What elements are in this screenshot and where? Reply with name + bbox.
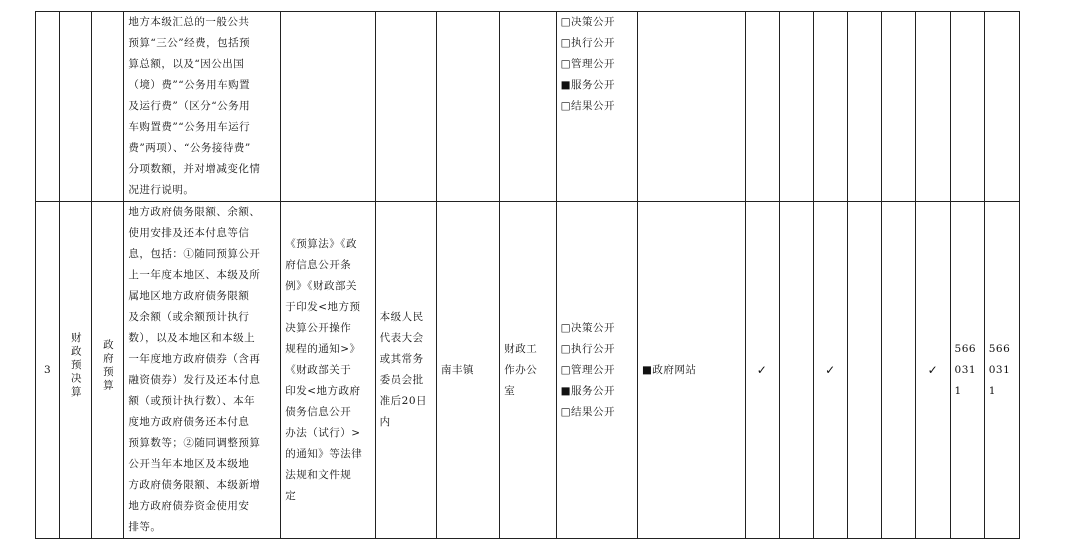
text-line: ■服务公开 [560,384,615,397]
content-cell-lines [128,12,276,201]
text-line: 地方政府债券资金使用安 [128,500,250,512]
text-line: □结果公开 [560,405,615,418]
level1-label: 财政预决算 [69,332,82,400]
text-line: 度地方政府债务还本付息 [128,416,250,428]
subject-cell: 南丰镇 [436,202,499,539]
check-cell: ✓ [745,202,779,539]
text-line: 债务信息公开 [285,405,352,418]
subject-cell [436,12,499,202]
text-line: 的通知》等法律 [285,447,363,460]
text-line: 息，包括：①随同预算公开 [128,248,261,260]
text-line: □决策公开 [560,321,615,334]
text-line: 预算数等；②随同调整预算 [128,437,261,449]
content-cell [124,12,281,202]
timeframe-cell-lines [380,307,432,433]
check-cell [848,202,882,539]
timeframe-cell [375,202,436,539]
text-line: 车购置费”“公务用车运行 [128,121,251,133]
text-line: （境）费”“公务用车购置 [128,79,251,91]
responsible-cell [500,12,556,202]
level1-cell [60,202,92,539]
text-line: 准后20日 [379,395,428,407]
text-line: 及余额（或余额预计执行 [128,311,250,323]
disclosure-table [35,11,1020,539]
text-line: 排等。 [128,521,162,533]
check-cell: ✓ [916,202,950,539]
check-cell [779,202,813,539]
seq-cell [36,12,60,202]
check-cell [848,12,882,202]
level2-label: 政府预算 [101,339,114,393]
text-line: □执行公开 [560,342,615,355]
table-row [36,202,1020,539]
check-cell [745,12,779,202]
text-line: 地方政府债务限额、余额、 [128,206,261,218]
content-cell [124,202,281,539]
level2-cell [92,202,124,539]
text-line: 地方本级汇总的一般公共 [128,16,250,28]
text-line: 规程的通知>》 [285,342,361,355]
disclosure-cell [556,202,637,539]
text-line: 办法（试行）> [285,426,361,439]
check-cell: ✓ [813,202,847,539]
phone1-cell [950,12,984,202]
channel-cell: ■政府网站 [637,202,745,539]
text-line: 印发<地方政府 [285,384,361,397]
text-line: 法规和文件规 [285,468,352,481]
text-line: 方政府债务限额、本级新增 [128,479,261,491]
text-line: 费”两项）、“公务接待费” [128,142,251,154]
text-line: 府信息公开条 [285,258,352,271]
level2-cell [92,12,124,202]
level1-cell [60,12,92,202]
text-line: 财政工 [504,342,538,355]
seq-cell: 3 [36,202,60,539]
timeframe-cell [375,12,436,202]
text-line: 况进行说明。 [128,184,195,196]
disclosure-cell [556,12,637,202]
text-line: 或其常务 [379,353,424,365]
text-line: 本级人民 [379,311,424,323]
text-line: 额（或预计执行数）、本年 [128,395,256,407]
check-cell [916,12,950,202]
text-line: 内 [379,416,391,428]
text-line: □管理公开 [560,58,615,70]
disclosure-cell-lines [561,12,633,117]
text-line: 及运行费”（区分“公务用 [128,100,251,112]
text-line: 委员会批 [379,374,424,386]
check-cell [882,12,916,202]
text-line: 分项数额，并对增减变化情 [128,163,261,175]
text-line: 属地区地方政府债务限额 [128,290,250,302]
channel-cell [637,12,745,202]
text-line: □管理公开 [560,363,615,376]
basis-cell [281,12,375,202]
text-line: 例》《财政部关 [285,279,357,292]
text-line: 数），以及本地区和本级上 [128,332,256,344]
text-line: □执行公开 [560,37,615,49]
text-line: 使用安排及还本付息等信 [128,227,250,239]
basis-cell [281,202,375,539]
text-line: 上一年度本地区、本级及所 [128,269,261,281]
responsible-cell [500,202,556,539]
text-line: 决算公开操作 [285,321,352,334]
basis-cell-lines [285,234,370,507]
check-cell [813,12,847,202]
text-line: ■服务公开 [560,79,615,91]
text-line: □决策公开 [560,16,615,28]
text-line: 室 [504,384,516,397]
check-cell [779,12,813,202]
text-line: 一年度地方政府债券（含再 [128,353,261,365]
text-line: 公开当年本地区及本级地 [128,458,250,470]
phone2-cell [984,12,1019,202]
disclosure-cell-lines [561,318,633,423]
text-line: 作办公 [504,363,538,376]
text-line: 定 [285,489,297,502]
phone1-cell: 5660311 [950,202,984,539]
responsible-cell-lines [504,339,551,402]
text-line: 于印发<地方预 [285,300,361,313]
check-cell [882,202,916,539]
text-line: 《财政部关于 [285,363,352,376]
text-line: □结果公开 [560,100,615,112]
table-row [36,12,1020,202]
content-cell-lines [128,202,276,538]
phone2-cell: 5660311 [984,202,1019,539]
text-line: 融资债券）发行及还本付息 [128,374,261,386]
text-line: 算总额，以及“因公出国 [128,58,245,70]
text-line: 《预算法》《政 [285,237,357,250]
text-line: 预算“三公”经费，包括预 [128,37,251,49]
text-line: 代表大会 [379,332,424,344]
